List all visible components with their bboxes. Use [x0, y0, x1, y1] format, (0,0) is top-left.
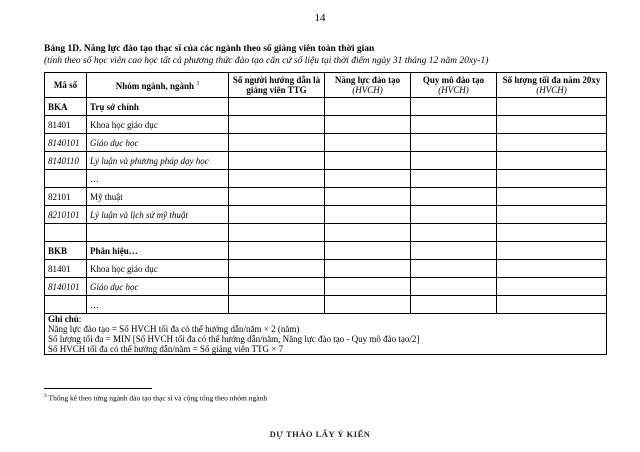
- notes-row: [45, 314, 607, 355]
- header-major: Nhóm ngành, ngành $^3$: [87, 73, 229, 98]
- row-max-cell: [497, 278, 607, 296]
- page-number: 14: [314, 12, 326, 24]
- row-capacity-cell: [325, 296, 411, 314]
- row-name-cell: Khoa học giáo dục: [87, 260, 229, 278]
- row-name-cell: Mỹ thuật: [87, 188, 229, 206]
- row-capacity-cell: [325, 170, 411, 188]
- row-scale-cell: [411, 98, 497, 116]
- notes-label: Ghi chú: [48, 314, 79, 324]
- row-scale-cell: [411, 152, 497, 170]
- row-name-cell: Lý luận và phương pháp dạy học: [87, 152, 229, 170]
- row-name-cell: Giáo dục học: [87, 134, 229, 152]
- row-supervisors-cell: [229, 296, 325, 314]
- row-max-cell: [497, 98, 607, 116]
- row-name-cell: …: [87, 170, 229, 188]
- footnote-text: Thống kê theo từng ngành đào tạo thạc sĩ và cộng tổng theo nhóm ngành: [46, 393, 268, 403]
- row-scale-cell: [411, 134, 497, 152]
- table-row: [45, 152, 607, 170]
- row-capacity-cell: [325, 260, 411, 278]
- header-supervisors: Số người hướng dẫn là giảng viên TTG: [229, 73, 325, 98]
- row-supervisors-cell: [229, 260, 325, 278]
- row-name-cell: Lý luận và lịch sử mỹ thuật: [87, 206, 229, 224]
- footnote-divider: [44, 388, 152, 389]
- row-scale-cell: [411, 278, 497, 296]
- row-supervisors-cell: [229, 152, 325, 170]
- table-row: [45, 188, 607, 206]
- note-line-2: Số lượng tối đa = MIN [Số HVCH tối đa có thể hướng dẫn/năm, Năng lực đào tạo - Quy mô đào tạo/2]: [48, 334, 420, 344]
- footnote: [44, 393, 267, 403]
- row-capacity-cell: [325, 152, 411, 170]
- row-code-cell: 8210101: [45, 206, 87, 224]
- row-code-cell: 81401: [45, 116, 87, 134]
- row-max-cell: [497, 242, 607, 260]
- row-name-cell: …: [87, 296, 229, 314]
- row-name-cell: Giáo dục học: [87, 278, 229, 296]
- notes-cell: Ghi chú: Năng lực đào tạo = Số HVCH tối đa có thể hướng dẫn/năm × 2 (năm) Số lượng tối đa = MIN [Số HVCH tối đa có thể hướng dẫn/năm, Năng lực đào tạo - Quy mô đào tạo/2] Số HVCH tối đa có thể hướng dẫn/năm = Số giảng viên TTG × 7: [45, 314, 607, 355]
- row-max-cell: [497, 152, 607, 170]
- row-code-cell: BKB: [45, 242, 87, 260]
- row-scale-cell: [411, 224, 497, 242]
- table-body: [45, 98, 607, 314]
- row-max-cell: [497, 224, 607, 242]
- row-capacity-cell: [325, 188, 411, 206]
- row-name-cell: Trụ sở chính: [87, 98, 229, 116]
- capacity-table: [44, 72, 607, 355]
- row-capacity-cell: [325, 206, 411, 224]
- table-header-row: [45, 73, 607, 98]
- row-supervisors-cell: [229, 134, 325, 152]
- table-title: Bảng 1D. Năng lực đào tạo thạc sĩ của các ngành theo số giảng viên toàn thời gian: [44, 44, 375, 54]
- row-max-cell: [497, 206, 607, 224]
- row-capacity-cell: [325, 116, 411, 134]
- row-code-cell: 81401: [45, 260, 87, 278]
- table-row: [45, 260, 607, 278]
- table-row: [45, 170, 607, 188]
- row-scale-cell: [411, 116, 497, 134]
- note-line-3: Số HVCH tối đa có thể hướng dẫn/năm = Số giảng viên TTG × 7: [48, 344, 284, 354]
- row-max-cell: [497, 134, 607, 152]
- row-capacity-cell: [325, 98, 411, 116]
- row-supervisors-cell: [229, 224, 325, 242]
- header-max: Số lượng tối đa năm 20xy (HVCH): [497, 73, 607, 98]
- row-scale-cell: [411, 260, 497, 278]
- table-row: [45, 242, 607, 260]
- row-name-cell: [87, 224, 229, 242]
- row-code-cell: [45, 170, 87, 188]
- row-scale-cell: [411, 170, 497, 188]
- table-row: [45, 296, 607, 314]
- table-caption: [44, 43, 604, 67]
- table-row: [45, 224, 607, 242]
- row-capacity-cell: [325, 242, 411, 260]
- row-supervisors-cell: [229, 188, 325, 206]
- row-supervisors-cell: [229, 170, 325, 188]
- row-capacity-cell: [325, 224, 411, 242]
- table-row: [45, 206, 607, 224]
- row-name-cell: Phân hiệu…: [87, 242, 229, 260]
- row-scale-cell: [411, 242, 497, 260]
- table-row: [45, 116, 607, 134]
- row-code-cell: 8140101: [45, 134, 87, 152]
- row-code-cell: 8140110: [45, 152, 87, 170]
- table-row: [45, 278, 607, 296]
- row-capacity-cell: [325, 278, 411, 296]
- table-row: [45, 98, 607, 116]
- note-line-1: Năng lực đào tạo = Số HVCH tối đa có thể hướng dẫn/năm × 2 (năm): [48, 324, 300, 334]
- row-max-cell: [497, 188, 607, 206]
- row-supervisors-cell: [229, 206, 325, 224]
- row-max-cell: [497, 260, 607, 278]
- header-code: Mã số: [45, 73, 87, 98]
- header-scale: Quy mô đào tạo (HVCH): [411, 73, 497, 98]
- row-code-cell: BKA: [45, 98, 87, 116]
- row-supervisors-cell: [229, 98, 325, 116]
- row-supervisors-cell: [229, 116, 325, 134]
- row-code-cell: 8140101: [45, 278, 87, 296]
- row-max-cell: [497, 170, 607, 188]
- row-name-cell: Khoa học giáo dục: [87, 116, 229, 134]
- row-scale-cell: [411, 188, 497, 206]
- row-capacity-cell: [325, 134, 411, 152]
- row-scale-cell: [411, 296, 497, 314]
- row-max-cell: [497, 116, 607, 134]
- row-code-cell: [45, 224, 87, 242]
- table-subtitle: (tính theo số học viên cao học tất cả phương thức đào tạo căn cứ số liệu tại thời điểm ngày 31 tháng 12 năm 20xy-1): [44, 56, 489, 66]
- header-capacity: Năng lực đào tạo (HVCH): [325, 73, 411, 98]
- row-max-cell: [497, 296, 607, 314]
- row-supervisors-cell: [229, 242, 325, 260]
- footnote-marker: 3: [44, 393, 47, 399]
- row-code-cell: 82101: [45, 188, 87, 206]
- row-supervisors-cell: [229, 278, 325, 296]
- draft-label: DỰ THẢO LẤY Ý KIẾN: [269, 429, 371, 439]
- row-scale-cell: [411, 206, 497, 224]
- row-code-cell: [45, 296, 87, 314]
- table-row: [45, 134, 607, 152]
